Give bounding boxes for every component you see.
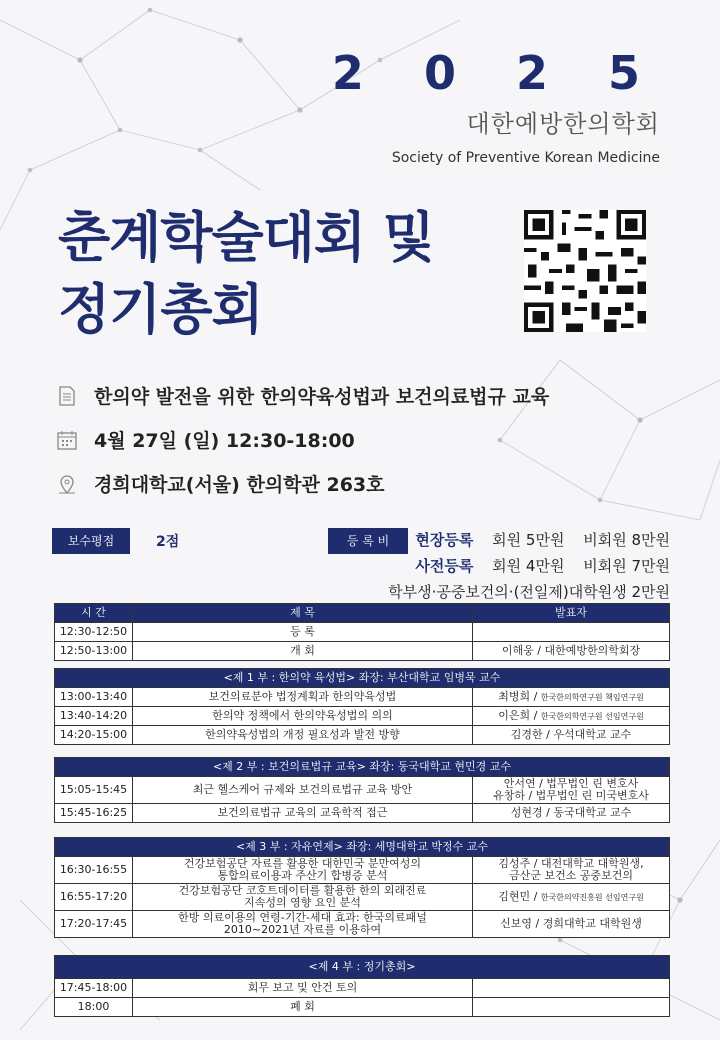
table-row <box>55 707 670 726</box>
row-title: 건강보험공단 자료를 활용한 대한민국 분만여성의 통합의료이용과 주산기 합병증 분석 <box>133 857 473 884</box>
fee-pre-member: 회원 4만원 <box>492 557 565 575</box>
topic-text: 한의약 발전을 위한 한의약육성법과 보건의료법규 교육 <box>94 386 550 408</box>
row-title: 한의약 정책에서 한의약육성법의 의의 <box>133 707 473 726</box>
table-row <box>55 857 670 884</box>
table-row <box>55 998 670 1017</box>
row-time: 13:40-14:20 <box>55 707 133 726</box>
header-speaker: 발표자 <box>473 604 670 623</box>
part2-title: <제 2 부 : 보건의료법규 교육> 좌장: 동국대학교 현민경 교수 <box>55 758 670 777</box>
table-row <box>55 642 670 661</box>
fee-pre-label: 사전등록 <box>415 557 474 575</box>
part3-table <box>54 837 670 938</box>
row-speaker: 안서연 / 법무법인 린 변호사 유창하 / 법무법인 린 미국변호사 <box>473 777 670 804</box>
part4-title: <제 4 부 : 정기총회> <box>55 956 670 979</box>
fee-pre-nonmember: 비회원 7만원 <box>583 557 670 575</box>
table-row <box>55 726 670 745</box>
row-speaker: 김현민 / 한국한의약진흥원 선임연구원 <box>473 884 670 911</box>
row-title: 보건의료분야 법정계획과 한의약육성법 <box>133 688 473 707</box>
row-time: 15:45-16:25 <box>55 804 133 823</box>
row-speaker <box>473 623 670 642</box>
row-time: 16:55-17:20 <box>55 884 133 911</box>
row-time: 18:00 <box>55 998 133 1017</box>
calendar-icon <box>56 429 78 451</box>
table-row <box>55 777 670 804</box>
fee-onsite-label: 현장등록 <box>415 531 474 549</box>
part1-table <box>54 668 670 745</box>
row-speaker: 김경한 / 우석대학교 교수 <box>473 726 670 745</box>
fee-onsite-nonmember: 비회원 8만원 <box>583 531 670 549</box>
venue-row <box>56 470 385 497</box>
location-pin-icon <box>56 473 78 495</box>
row-speaker: 이해웅 / 대한예방한의학회장 <box>473 642 670 661</box>
row-time: 14:20-15:00 <box>55 726 133 745</box>
row-time: 13:00-13:40 <box>55 688 133 707</box>
row-speaker: 성현경 / 동국대학교 교수 <box>473 804 670 823</box>
table-row <box>55 623 670 642</box>
row-time: 16:30-16:55 <box>55 857 133 884</box>
credit-value: 2점 <box>156 534 180 550</box>
row-title: 보건의료법규 교육의 교육학적 접근 <box>133 804 473 823</box>
row-title: 한의약육성법의 개정 필요성과 발전 방향 <box>133 726 473 745</box>
row-time: 12:30-12:50 <box>55 623 133 642</box>
organization-name-korean: 대한예방한의학회 <box>466 110 660 138</box>
part1-title: <제 1 부 : 한의약 육성법> 좌장: 부산대학교 임병묵 교수 <box>55 669 670 688</box>
row-title: 등 록 <box>133 623 473 642</box>
date-row <box>56 426 355 453</box>
document-icon <box>56 385 78 407</box>
date-text: 4월 27일 (일) 12:30-18:00 <box>94 430 355 452</box>
row-time: 17:20-17:45 <box>55 911 133 938</box>
row-speaker <box>473 979 670 998</box>
organization-name-english: Society of Preventive Korean Medicine <box>391 150 660 166</box>
table-row <box>55 911 670 938</box>
row-title: 회무 보고 및 안건 토의 <box>133 979 473 998</box>
table-row <box>55 688 670 707</box>
fee-student: 학부생·공중보건의·(전일제)대학원생 2만원 <box>388 583 670 601</box>
fee-pre <box>415 555 670 576</box>
row-title: 한방 의료이용의 연령-기간-세대 효과: 한국의료패널 2010~2021년 자료를 이용하여 <box>133 911 473 938</box>
event-title-line1: 춘계학술대회 및 <box>58 206 434 269</box>
part2-table <box>54 757 670 823</box>
row-title: 개 회 <box>133 642 473 661</box>
header-title: 제 목 <box>133 604 473 623</box>
row-speaker <box>473 998 670 1017</box>
event-title-line2: 정기총회 <box>58 278 263 341</box>
fee-label: 등 록 비 <box>328 528 408 554</box>
row-time: 15:05-15:45 <box>55 777 133 804</box>
event-year: 2 0 2 5 <box>331 46 662 100</box>
row-speaker: 최병희 / 한국한의학연구원 책임연구원 <box>473 688 670 707</box>
row-title: 폐 회 <box>133 998 473 1017</box>
row-time: 17:45-18:00 <box>55 979 133 998</box>
row-title: 건강보험공단 코호트데이터를 활용한 한의 외래진료 지속성의 영향 요인 분석 <box>133 884 473 911</box>
row-speaker: 신보영 / 경희대학교 대학원생 <box>473 911 670 938</box>
part3-title: <제 3 부 : 자유연제> 좌장: 세명대학교 박정수 교수 <box>55 838 670 857</box>
topic-row <box>56 382 549 409</box>
fee-onsite-member: 회원 5만원 <box>492 531 565 549</box>
part4-table <box>54 955 670 1017</box>
event-title <box>58 202 434 346</box>
qr-code-icon[interactable] <box>524 210 646 332</box>
header-time: 시 간 <box>55 604 133 623</box>
credit-label: 보수평점 <box>52 528 130 554</box>
table-row <box>55 979 670 998</box>
table-row <box>55 884 670 911</box>
venue-text: 경희대학교(서울) 한의학관 263호 <box>94 474 385 496</box>
row-speaker: 김성주 / 대전대학교 대학원생, 금산군 보건소 공중보건의 <box>473 857 670 884</box>
row-speaker: 이은희 / 한국한의학연구원 선임연구원 <box>473 707 670 726</box>
fee-onsite <box>415 529 670 550</box>
table-header-row <box>55 604 670 623</box>
schedule-table <box>54 603 670 661</box>
table-row <box>55 804 670 823</box>
row-title: 최근 헬스케어 규제와 보건의료법규 교육 방안 <box>133 777 473 804</box>
row-time: 12:50-13:00 <box>55 642 133 661</box>
